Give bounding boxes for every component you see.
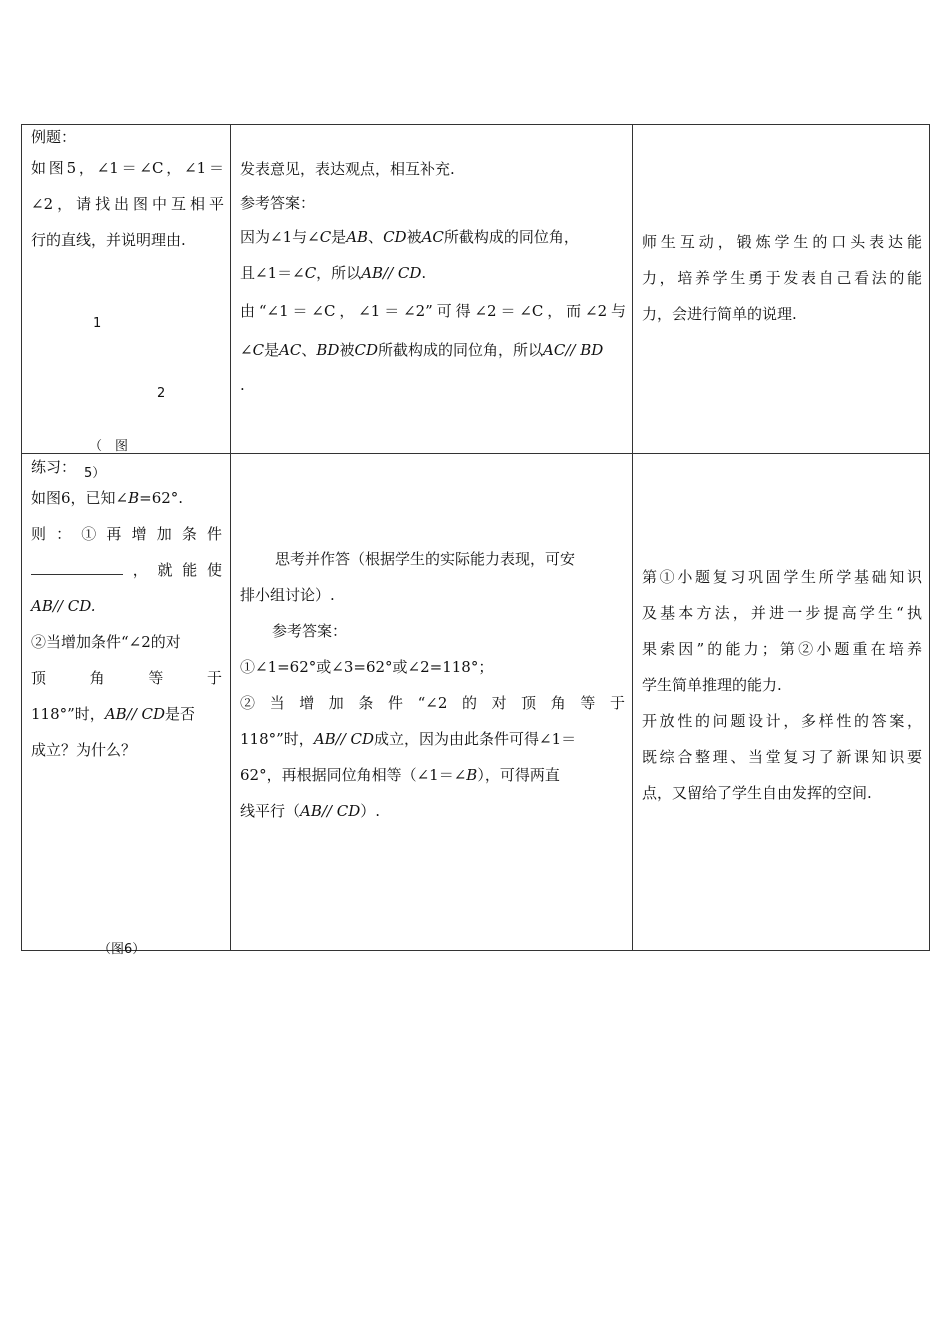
figure-5-caption: （ 图: [89, 439, 129, 454]
column-divider-1: [230, 125, 231, 950]
example-heading: 例题：: [31, 128, 77, 146]
figure-5-angle-label-2: 2: [157, 386, 166, 401]
practice-line-6: 顶角等于: [31, 669, 222, 687]
think-line-2: 排小组讨论）.: [240, 586, 335, 604]
practice-intent-cell: [642, 559, 922, 811]
example-answer-cell: [240, 152, 626, 400]
practice-intent-line-5: 开放性的问题设计，多样性的答案，: [642, 712, 922, 730]
practice-intent-line-1: 第①小题复习巩固学生所学基础知识: [642, 568, 922, 586]
practice-heading: 练习：: [31, 458, 77, 476]
answer-line-4: ∠C是AC、BD被CD所截构成的同位角，所以AC// BD: [240, 341, 604, 359]
practice-intent-line-7: 点，又留给了学生自由发挥的空间.: [642, 784, 872, 802]
column-divider-2: [632, 125, 633, 950]
practice-line-3: ，就能使: [31, 552, 222, 588]
intent-line-2: 力，培养学生勇于发表自己看法的能: [642, 269, 922, 287]
practice-line-8: 成立？为什么？: [31, 741, 137, 759]
think-line-1: 思考并作答（根据学生的实际能力表现，可安: [275, 550, 576, 568]
example-problem-cell: [31, 124, 224, 452]
answer-blank[interactable]: [31, 556, 123, 575]
practice-answer-cell: [240, 541, 625, 829]
answer-line-1: 因为∠1与∠C是AB、CD被AC所截构成的同位角，: [240, 228, 579, 246]
example-line-1: 如图5，∠1＝∠C，∠1＝: [31, 159, 224, 177]
practice-line-2: 则：①再增加条件: [31, 525, 222, 543]
practice-answer-4: 62°，再根据同位角相等（∠1＝∠B），可得两直: [240, 766, 560, 784]
answer-line-2: 且∠1＝∠C，所以AB// CD.: [240, 264, 427, 282]
figure-5-caption-end: 5）: [84, 466, 106, 481]
practice-answer-3: 118°”时，AB// CD成立，因为由此条件可得∠1＝: [240, 730, 577, 748]
practice-answer-1: ①∠1=62°或∠3=62°或∠2=118°；: [240, 658, 494, 676]
answer-line-5: .: [240, 376, 245, 394]
practice-intent-line-2: 及基本方法，并进一步提高学生“执: [642, 604, 922, 622]
example-line-2: ∠2，请找出图中互相平: [31, 195, 224, 213]
practice-intent-line-3: 果索因”的能力；第②小题重在培养: [642, 640, 922, 658]
intent-line-1: 师生互动，锻炼学生的口头表达能: [642, 233, 922, 251]
figure-6-caption: （图6）: [98, 942, 146, 957]
practice-line-7: 118°”时，AB// CD是否: [31, 705, 196, 723]
practice-answer-5: 线平行（AB// CD）.: [240, 802, 381, 820]
example-intent-cell: [642, 224, 922, 332]
answer-line-3: 由“∠1＝∠C，∠1＝∠2”可得∠2＝∠C，而∠2与: [240, 302, 626, 320]
practice-intent-line-4: 学生简单推理的能力.: [642, 676, 782, 694]
discussion-line: 发表意见，表达观点，相互补充.: [240, 160, 455, 178]
practice-problem-cell: [31, 454, 222, 768]
practice-answer-2: ②当增加条件“∠2的对顶角等于: [240, 694, 625, 712]
practice-line-4: AB// CD.: [31, 597, 96, 615]
example-line-3: 行的直线，并说明理由.: [31, 231, 186, 249]
practice-reference-label: 参考答案：: [272, 622, 348, 640]
practice-line-1: 如图6，已知∠B=62°.: [31, 489, 184, 507]
practice-line-5: ②当增加条件“∠2的对: [31, 633, 181, 651]
intent-line-3: 力，会进行简单的说理.: [642, 305, 797, 323]
practice-intent-line-6: 既综合整理、当堂复习了新课知识要: [642, 748, 922, 766]
reference-answer-label: 参考答案：: [240, 194, 316, 212]
figure-5-angle-label-1: 1: [93, 316, 102, 331]
